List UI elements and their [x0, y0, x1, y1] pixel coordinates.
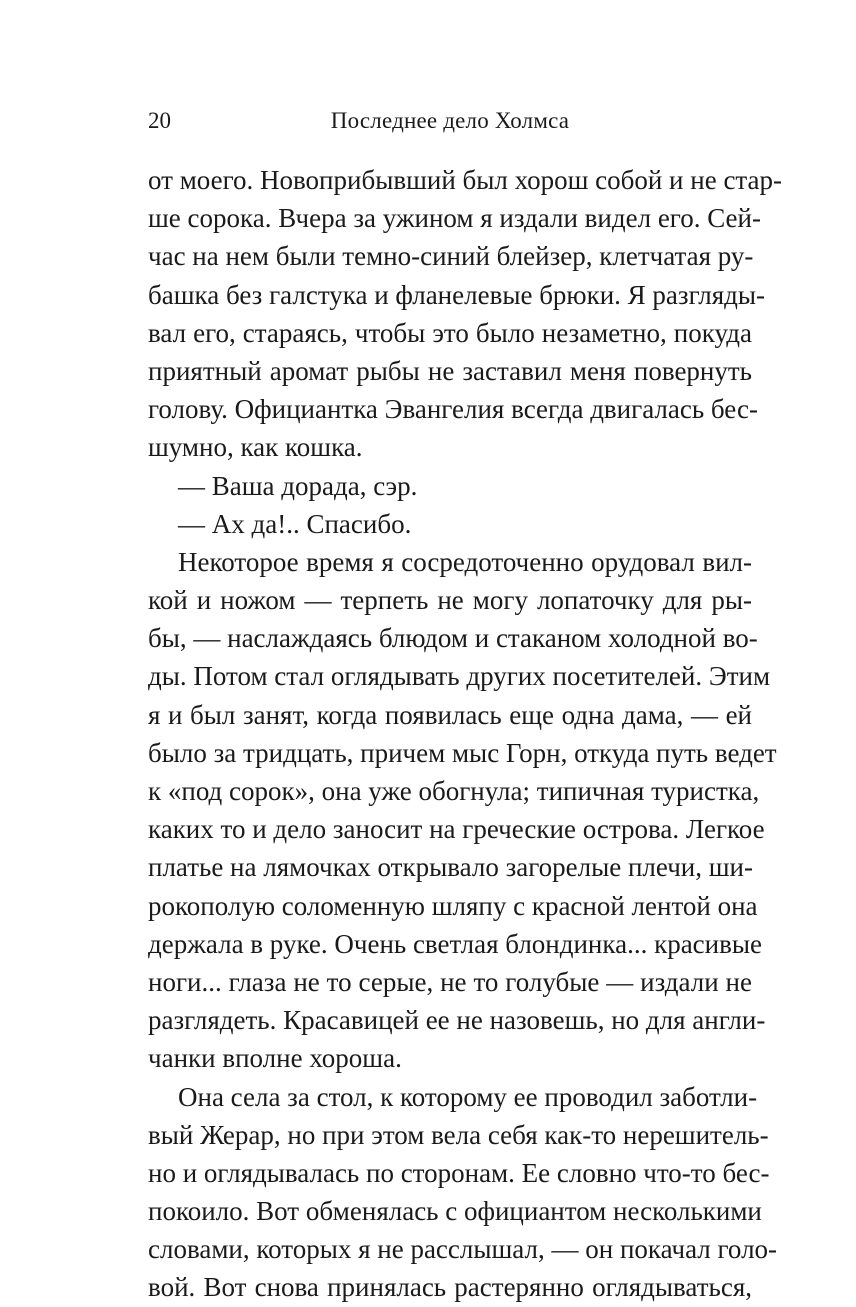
- text-line: к «под сорок», она уже обогнула; типичная туристка,: [148, 776, 760, 806]
- running-head: [148, 106, 752, 136]
- text-line: ды. Потом стал оглядывать других посетителей. Этим: [148, 661, 771, 692]
- text-line: бы, — наслаждаясь блюдом и стаканом холодной во-: [148, 623, 758, 654]
- text-line: приятный аромат рыбы не заставил меня повернуть: [148, 355, 752, 386]
- text-line: шумно, как кошка.: [148, 432, 363, 463]
- text-line: ноги... глаза не то серые, не то голубые — издали не: [148, 966, 752, 997]
- text-line: Некоторое время я сосредоточенно орудовал вил-: [178, 546, 752, 577]
- text-line: каких то и дело заносит на греческие острова. Легкое: [148, 814, 765, 845]
- dialogue-line: — Ах да!.. Спасибо.: [178, 508, 412, 539]
- text-line: держала в руке. Очень светлая блондинка... красивые: [148, 928, 762, 959]
- text-line: ше сорока. Вчера за ужином я издали видел его. Сей-: [148, 203, 761, 234]
- dialogue-line: — Ваша дорада, сэр.: [178, 470, 418, 501]
- text-line: рокополую соломенную шляпу с красной лентой она: [148, 890, 758, 921]
- text-line: от моего. Новоприбывший был хорош собой и не стар-: [148, 165, 783, 195]
- text-line: башка без галстука и фланелевые брюки. Я разгляды-: [148, 279, 766, 310]
- text-line: кой и ножом — терпеть не могу лопаточку для ры-: [148, 585, 752, 616]
- text-line: Она села за стол, к которому ее проводил заботли-: [178, 1081, 758, 1112]
- text-line: вый Жерар, но при этом вела себя как-то нерешитель-: [148, 1119, 769, 1150]
- text-line: голову. Официантка Эвангелия всегда двигалась бес-: [148, 394, 758, 425]
- text-line: разглядеть. Красавицей ее не назовешь, но для англи-: [148, 1005, 766, 1036]
- text-line: но и оглядывалась по сторонам. Ее словно что-то бес-: [148, 1157, 770, 1188]
- text-line: платье на лямочках открывало загорелые плечи, ши-: [148, 852, 753, 883]
- text-line: вал его, стараясь, чтобы это было незаметно, покуда: [148, 317, 752, 348]
- text-line: покоило. Вот обменялась с официантом несколькими: [148, 1196, 762, 1227]
- text-line: чанки вполне хороша.: [148, 1043, 402, 1074]
- text-line: было за тридцать, причем мыс Горн, откуда путь ведет: [148, 737, 777, 768]
- book-title: Последнее дело Холмса: [330, 108, 570, 133]
- page-number: 20: [148, 108, 171, 133]
- text-line: словами, которых я не расслышал, — он покачал голо-: [148, 1234, 778, 1265]
- text-line: час на нем были темно-синий блейзер, клетчатая ру-: [148, 241, 754, 272]
- text-line: я и был занят, когда появилась еще одна дама, — ей: [148, 699, 752, 730]
- body-text: [148, 161, 783, 1307]
- text-line: вой. Вот снова принялась растерянно оглядываться,: [148, 1272, 752, 1303]
